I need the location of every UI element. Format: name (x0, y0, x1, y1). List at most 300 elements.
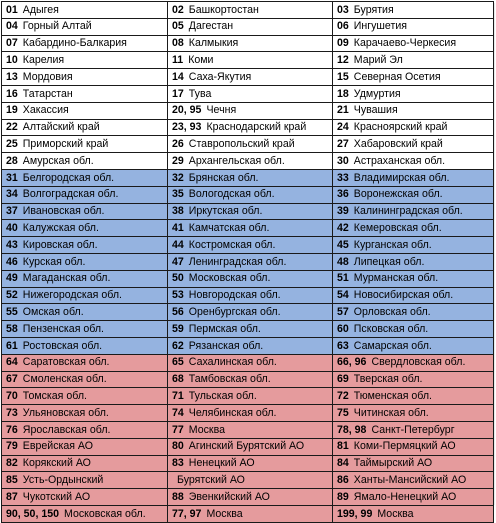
region-cell (168, 270, 333, 287)
table-row (2, 220, 494, 237)
region-cell (333, 270, 494, 287)
region-code: 80 (172, 440, 184, 453)
region-code: 01 (6, 3, 18, 16)
region-code: 84 (337, 457, 349, 470)
region-cell (168, 304, 333, 321)
region-code: 83 (172, 457, 184, 470)
table-row (2, 85, 494, 102)
region-name: Рязанская обл. (188, 339, 264, 352)
region-name: Ненецкий АО (188, 457, 255, 470)
region-code: 70 (6, 389, 18, 402)
region-cell (2, 186, 168, 203)
region-name: Краснодарский край (206, 121, 307, 134)
region-name: Омская обл. (22, 305, 84, 318)
region-name: Нижегородская обл. (22, 289, 122, 302)
region-name: Амурская обл. (22, 154, 94, 167)
region-code: 58 (6, 322, 18, 335)
region-name: Ульяновская обл. (22, 406, 109, 419)
region-cell (168, 69, 333, 86)
region-cell (168, 102, 333, 119)
region-code: 52 (6, 289, 18, 302)
region-cell (168, 85, 333, 102)
region-code: 78, 98 (337, 423, 367, 436)
region-name: Ямало-Ненецкий АО (353, 490, 457, 503)
region-code: 27 (337, 137, 349, 150)
region-code: 50 (172, 272, 184, 285)
region-name: Липецкая обл. (353, 255, 425, 268)
region-cell (333, 304, 494, 321)
region-cell (168, 472, 333, 489)
region-code: 06 (337, 20, 349, 33)
table-row (2, 287, 494, 304)
region-name: Смоленская обл. (22, 373, 107, 386)
region-code: 47 (172, 255, 184, 268)
region-cell (333, 421, 494, 438)
region-code: 81 (337, 440, 349, 453)
region-code: 89 (337, 490, 349, 503)
region-code: 26 (172, 137, 184, 150)
region-code: 28 (6, 154, 18, 167)
region-cell (2, 337, 168, 354)
table-row (2, 455, 494, 472)
region-name: Астраханская обл. (353, 154, 446, 167)
region-cell (2, 153, 168, 170)
region-code: 04 (6, 20, 18, 33)
region-cell (333, 505, 494, 522)
region-name: Хакассия (22, 104, 69, 117)
region-cell (168, 253, 333, 270)
region-code: 10 (6, 53, 18, 66)
region-cell (333, 153, 494, 170)
region-code: 35 (172, 188, 184, 201)
region-cell (333, 388, 494, 405)
region-name: Таймырский АО (353, 457, 433, 470)
region-name: Ставропольский край (188, 137, 295, 150)
region-cell (2, 371, 168, 388)
table-row (2, 69, 494, 86)
region-code: 77, 97 (172, 507, 202, 520)
region-cell (168, 354, 333, 371)
table-row (2, 102, 494, 119)
region-code: 12 (337, 53, 349, 66)
region-code: 74 (172, 406, 184, 419)
region-code: 57 (337, 305, 349, 318)
region-cell (168, 220, 333, 237)
region-name: Московская обл. (64, 507, 146, 520)
region-cell (333, 2, 494, 19)
region-code: 11 (172, 53, 184, 66)
region-code: 61 (6, 339, 18, 352)
table-row (2, 203, 494, 220)
region-name: Новгородская обл. (188, 289, 281, 302)
region-name: Агинский Бурятский АО (188, 440, 305, 453)
region-codes-table (1, 1, 494, 523)
region-name: Приморский край (22, 137, 109, 150)
region-cell (2, 253, 168, 270)
region-cell (168, 35, 333, 52)
region-name: Белгородская обл. (22, 171, 115, 184)
region-cell (333, 321, 494, 338)
region-code: 64 (6, 356, 18, 369)
region-name: Владимирская обл. (353, 171, 450, 184)
region-name: Читинская обл. (353, 406, 429, 419)
region-code: 65 (172, 356, 184, 369)
region-name: Корякский АО (22, 457, 91, 470)
region-code: 15 (337, 70, 349, 83)
region-cell (333, 371, 494, 388)
region-name: Дагестан (188, 20, 234, 33)
region-code: 45 (337, 238, 349, 251)
region-name: Курская обл. (22, 255, 86, 268)
region-code: 62 (172, 339, 184, 352)
region-cell (2, 102, 168, 119)
region-code: 29 (172, 154, 184, 167)
region-name: Тамбовская обл. (188, 373, 271, 386)
table-row (2, 304, 494, 321)
region-name: Кабардино-Балкария (22, 37, 127, 50)
table-row (2, 489, 494, 506)
region-name: Челябинская обл. (188, 406, 277, 419)
region-cell (333, 438, 494, 455)
table-row (2, 270, 494, 287)
region-code: 34 (6, 188, 18, 201)
region-code: 87 (6, 490, 18, 503)
region-code: 82 (6, 457, 18, 470)
region-code: 85 (6, 473, 18, 486)
region-name: Ивановская обл. (22, 205, 105, 218)
region-cell (333, 220, 494, 237)
region-code: 88 (172, 490, 184, 503)
region-name: Магаданская обл. (22, 272, 111, 285)
table-row (2, 405, 494, 422)
region-code: 69 (337, 373, 349, 386)
region-cell (2, 472, 168, 489)
region-cell (333, 337, 494, 354)
region-code: 41 (172, 221, 184, 234)
table-row (2, 388, 494, 405)
region-name: Калининградская обл. (353, 205, 463, 218)
region-code: 39 (337, 205, 349, 218)
region-code: 02 (172, 3, 184, 16)
region-code: 77 (172, 423, 184, 436)
region-cell (333, 18, 494, 35)
region-code: 21 (337, 104, 349, 117)
region-name: Ленинградская обл. (188, 255, 287, 268)
region-code: 66, 96 (337, 356, 367, 369)
region-name: Саха-Якутия (188, 70, 252, 83)
region-name: Красноярский край (353, 121, 448, 134)
region-code: 75 (337, 406, 349, 419)
region-name: Горный Алтай (22, 20, 92, 33)
region-cell (2, 455, 168, 472)
region-cell (168, 2, 333, 19)
region-code: 53 (172, 289, 184, 302)
region-code: 17 (172, 87, 184, 100)
region-name: Тульская обл. (188, 389, 257, 402)
region-cell (2, 220, 168, 237)
region-code: 54 (337, 289, 349, 302)
region-name: Марий Эл (353, 53, 403, 66)
region-code: 199, 99 (337, 507, 373, 520)
region-code: 20, 95 (172, 104, 202, 117)
region-code: 23, 93 (172, 121, 202, 134)
region-cell (333, 186, 494, 203)
region-name: Удмуртия (353, 87, 401, 100)
region-code: 63 (337, 339, 349, 352)
region-cell (333, 472, 494, 489)
region-cell (2, 354, 168, 371)
region-code: 48 (337, 255, 349, 268)
table-row (2, 169, 494, 186)
region-code: 73 (6, 406, 18, 419)
region-cell (333, 354, 494, 371)
table-row (2, 119, 494, 136)
region-name: Хабаровский край (353, 137, 443, 150)
region-code: 37 (6, 205, 18, 218)
table-row (2, 18, 494, 35)
table-row (2, 371, 494, 388)
region-cell (168, 405, 333, 422)
region-cell (168, 203, 333, 220)
region-cell (168, 153, 333, 170)
region-cell (168, 505, 333, 522)
region-cell (333, 119, 494, 136)
region-cell (333, 253, 494, 270)
region-cell (2, 505, 168, 522)
region-cell (168, 489, 333, 506)
region-name: Ростовская обл. (22, 339, 103, 352)
region-code: 07 (6, 37, 18, 50)
region-cell (2, 304, 168, 321)
region-cell (168, 119, 333, 136)
table-row (2, 2, 494, 19)
region-name: Еврейская АО (22, 440, 94, 453)
table-row (2, 321, 494, 338)
region-name: Камчатская обл. (188, 221, 270, 234)
region-cell (168, 237, 333, 254)
region-code: 05 (172, 20, 184, 33)
region-name: Самарская обл. (353, 339, 432, 352)
region-name: Вологодская обл. (188, 188, 275, 201)
region-name: Москва (206, 507, 243, 520)
region-code: 25 (6, 137, 18, 150)
region-cell (2, 35, 168, 52)
region-name: Бурятия (353, 3, 394, 16)
region-code: 14 (172, 70, 184, 83)
region-cell (333, 136, 494, 153)
region-code: 76 (6, 423, 18, 436)
region-cell (2, 421, 168, 438)
region-name: Москва (188, 423, 225, 436)
region-code: 51 (337, 272, 349, 285)
region-cell (2, 388, 168, 405)
region-code: 08 (172, 37, 184, 50)
region-name: Башкортостан (188, 3, 259, 16)
region-cell (168, 169, 333, 186)
region-cell (2, 136, 168, 153)
region-name: Кемеровская обл. (353, 221, 442, 234)
region-name: Свердловская обл. (371, 356, 466, 369)
region-cell (2, 489, 168, 506)
table-row (2, 505, 494, 522)
region-name: Северная Осетия (353, 70, 441, 83)
region-name: Новосибирская обл. (353, 289, 454, 302)
table-row (2, 337, 494, 354)
region-name: Пермская обл. (188, 322, 261, 335)
region-name: Москва (377, 507, 414, 520)
region-code: 68 (172, 373, 184, 386)
region-name: Псковская обл. (353, 322, 429, 335)
region-cell (168, 186, 333, 203)
region-cell (168, 18, 333, 35)
region-name: Калмыкия (188, 37, 239, 50)
region-cell (168, 337, 333, 354)
region-cell (168, 388, 333, 405)
region-cell (2, 237, 168, 254)
region-name: Санкт-Петербург (371, 423, 455, 436)
table-row (2, 153, 494, 170)
region-cell (2, 69, 168, 86)
region-cell (168, 438, 333, 455)
region-code: 09 (337, 37, 349, 50)
region-cell (333, 489, 494, 506)
region-cell (168, 455, 333, 472)
region-name: Чувашия (353, 104, 398, 117)
region-code: 31 (6, 171, 18, 184)
region-code: 60 (337, 322, 349, 335)
region-name: Карелия (22, 53, 65, 66)
region-cell (2, 52, 168, 69)
region-code: 22 (6, 121, 18, 134)
region-name: Воронежская обл. (353, 188, 443, 201)
region-name: Пензенская обл. (22, 322, 104, 335)
region-code: 38 (172, 205, 184, 218)
region-code: 42 (337, 221, 349, 234)
region-name: Эвенкийский АО (188, 490, 270, 503)
region-cell (333, 405, 494, 422)
region-code: 13 (6, 70, 18, 83)
region-code: 19 (6, 104, 18, 117)
region-name: Иркутская обл. (188, 205, 263, 218)
region-cell (2, 270, 168, 287)
region-name: Тверская обл. (353, 373, 423, 386)
region-cell (333, 52, 494, 69)
region-name: Оренбургская обл. (188, 305, 281, 318)
region-name: Мордовия (22, 70, 73, 83)
region-name: Чукотский АО (22, 490, 91, 503)
region-cell (2, 85, 168, 102)
region-cell (2, 169, 168, 186)
region-code: 72 (337, 389, 349, 402)
region-cell (2, 287, 168, 304)
region-name: Томская обл. (22, 389, 87, 402)
region-cell (2, 119, 168, 136)
region-cell (333, 169, 494, 186)
region-name: Ярославская обл. (22, 423, 111, 436)
table-row (2, 35, 494, 52)
region-cell (2, 203, 168, 220)
region-name: Коми-Пермяцкий АО (353, 440, 456, 453)
region-code: 33 (337, 171, 349, 184)
region-name: Орловская обл. (353, 305, 431, 318)
region-name: Карачаево-Черкесия (353, 37, 457, 50)
region-name: Мурманская обл. (353, 272, 439, 285)
region-code: 46 (6, 255, 18, 268)
region-name: Калужская обл. (22, 221, 99, 234)
region-codes-body (2, 2, 494, 523)
region-cell (333, 35, 494, 52)
region-name: Усть-Ордынский (22, 473, 104, 486)
region-name: Архангельская обл. (188, 154, 285, 167)
table-row (2, 354, 494, 371)
region-code: 90, 50, 150 (6, 507, 60, 520)
region-name: Тува (188, 87, 212, 100)
region-name: Ингушетия (353, 20, 407, 33)
region-name: Бурятский АО (177, 473, 245, 486)
region-cell (333, 85, 494, 102)
region-code: 67 (6, 373, 18, 386)
region-name: Ханты-Мансийский АО (353, 473, 467, 486)
region-code: 32 (172, 171, 184, 184)
region-name: Курганская обл. (353, 238, 432, 251)
region-cell (168, 321, 333, 338)
region-code: 18 (337, 87, 349, 100)
table-row (2, 421, 494, 438)
region-cell (333, 455, 494, 472)
region-cell (168, 371, 333, 388)
region-name: Костромская обл. (188, 238, 276, 251)
region-cell (2, 321, 168, 338)
region-cell (333, 102, 494, 119)
region-name: Коми (188, 53, 214, 66)
region-name: Волгоградская обл. (22, 188, 119, 201)
region-name: Сахалинская обл. (188, 356, 277, 369)
region-cell (168, 287, 333, 304)
region-code: 16 (6, 87, 18, 100)
region-cell (333, 203, 494, 220)
region-cell (2, 18, 168, 35)
region-code: 44 (172, 238, 184, 251)
region-name: Тюменская обл. (353, 389, 432, 402)
region-cell (168, 421, 333, 438)
region-code: 86 (337, 473, 349, 486)
region-name: Саратовская обл. (22, 356, 110, 369)
region-cell (333, 287, 494, 304)
table-row (2, 237, 494, 254)
region-code: 36 (337, 188, 349, 201)
region-name: Алтайский край (22, 121, 100, 134)
region-name: Брянская обл. (188, 171, 259, 184)
table-row (2, 472, 494, 489)
table-row (2, 253, 494, 270)
region-name: Адыгея (22, 3, 59, 16)
region-code: 59 (172, 322, 184, 335)
region-cell (2, 405, 168, 422)
region-cell (2, 438, 168, 455)
region-code: 79 (6, 440, 18, 453)
region-code: 43 (6, 238, 18, 251)
region-name: Кировская обл. (22, 238, 98, 251)
region-cell (168, 52, 333, 69)
table-row (2, 52, 494, 69)
region-code: 24 (337, 121, 349, 134)
region-cell (2, 2, 168, 19)
region-name: Татарстан (22, 87, 73, 100)
region-code: 71 (172, 389, 184, 402)
region-code: 56 (172, 305, 184, 318)
region-code: 03 (337, 3, 349, 16)
region-cell (333, 237, 494, 254)
